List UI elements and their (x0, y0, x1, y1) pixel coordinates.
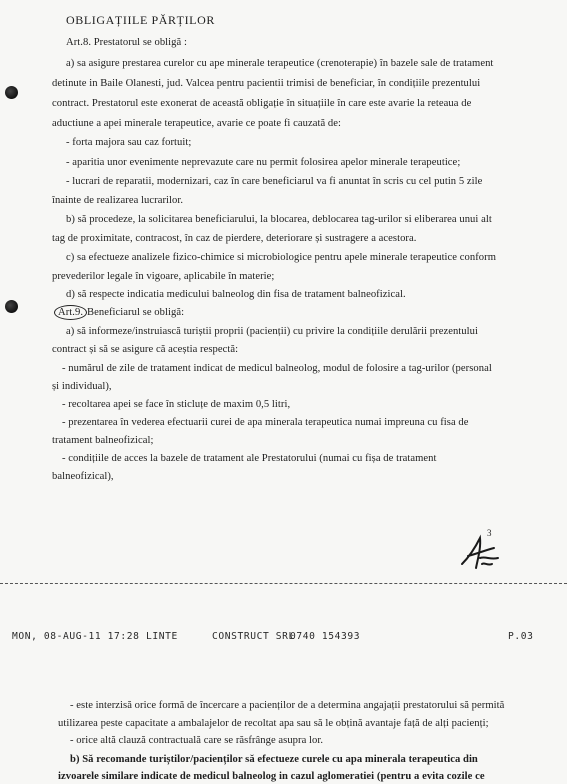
text-line: b) să procedeze, la solicitarea beneficiarului, la blocarea, deblocarea tag-urilor si eliberarea unui alt (66, 214, 492, 225)
fax-company: CONSTRUCT SRL (212, 631, 295, 642)
text-line: tratament balneofizical; (52, 435, 154, 446)
text-line: d) să respecte indicatia medicului balneolog din fisa de tratament balneofizical. (66, 289, 406, 300)
text-line: prevederilor legale în vigoare, aplicabile în materie; (52, 271, 275, 282)
text-line: tag de proximitate, contracost, în caz de pierdere, deteriorare și sustragere a acestora. (52, 233, 417, 244)
page-separator (0, 583, 567, 584)
text-line: - prezentarea în vederea efectuarii curei de apa minerala terapeutica numai impreuna cu fisa de (62, 417, 469, 428)
fax-datetime: MON, 08-AUG-11 17:28 (12, 631, 140, 642)
text-line: - orice altă clauză contractuală care se răsfrânge asupra lor. (70, 735, 324, 746)
text-line: înainte de realizarea lucrarilor. (52, 195, 184, 206)
text-line: - lucrari de reparatii, modernizari, caz în care beneficiarul va fi anuntat în scris cu cel putin 5 zile (66, 176, 483, 187)
art9-intro (58, 305, 184, 320)
art8-intro: Art.8. Prestatorul se obligă : (66, 37, 187, 48)
text-line: a) sa asigure prestarea curelor cu ape minerale terapeutice (crenoterapie) în bazele sale de tratament (66, 58, 494, 69)
text-line: - recoltarea apei se face în sticluțe de maxim 0,5 litri, (62, 399, 291, 410)
text-line: balneofizical), (52, 471, 114, 482)
text-line: contract. Prestatorul este exonerat de această obligație în situațiile în care este avarie la reteaua de (52, 98, 472, 109)
text-line: - forta majora sau caz fortuit; (66, 137, 192, 148)
text-line: aductiune a apei minerale terapeutice, avarie ce poate fi cauzată de: (52, 118, 342, 129)
text-line: - condițiile de acces la bazele de tratament ale Prestatorului (numai cu fișa de tratament (62, 453, 437, 464)
section-heading: OBLIGAȚIILE PĂRȚILOR (66, 13, 215, 27)
text-line: - este interzisă orice formă de încercare a pacienților de a determina angajații prestatorului să permită (70, 700, 505, 711)
fax-page: P.03 (508, 631, 534, 642)
text-line: contract și să se asigure că aceștia respectă: (52, 344, 239, 355)
punch-hole-bottom (5, 300, 18, 313)
signature-scribble (458, 528, 504, 574)
page-number: 3 (487, 528, 492, 538)
text-line: - aparitia unor evenimente neprevazute care nu permit folosirea apelor minerale terapeutice; (66, 157, 461, 168)
fax-sender: LINTE (146, 631, 178, 642)
art9-text: Beneficiarul se obligă: (87, 307, 185, 318)
text-line: a) să informeze/instruiască turiștii proprii (pacienții) cu privire la condițiile derulării prezentului (66, 326, 478, 337)
text-line: c) sa efectueze analizele fizico-chimice si microbiologice pentru apele minerale terapeutice conform (66, 252, 496, 263)
text-line: utilizarea peste capacitate a ambalajelor de recoltat apa sau să le obțină avantaje față de alți pacienți; (58, 718, 489, 729)
text-line: izvoarele similare indicate de medicul balneolog in cazul aglomeratiei (pentru a evita cozile ce (58, 771, 485, 782)
art9-label-circled: Art.9. (54, 305, 87, 320)
punch-hole-top (5, 86, 18, 99)
text-line: b) Să recomande turiștilor/pacienților să efectueze curele cu apa minerala terapeutica din (70, 754, 478, 765)
fax-phone: 0740 154393 (290, 631, 361, 642)
text-line: detinute in Baile Olanesti, jud. Valcea pentru pacientii trimisi de beneficiar, în condițiile prezentului (52, 78, 481, 89)
text-line: și individual), (52, 381, 112, 392)
text-line: - numărul de zile de tratament indicat de medicul balneolog, modul de folosire a tag-urilor (personal (62, 363, 492, 374)
